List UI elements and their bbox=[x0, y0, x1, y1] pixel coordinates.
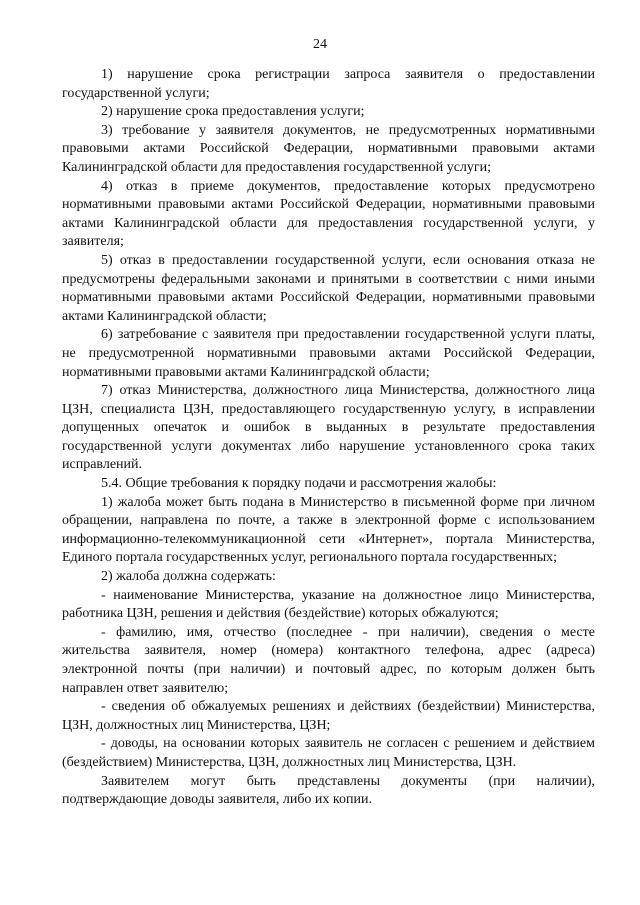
paragraph-supporting-documents: Заявителем могут быть представлены документы (при наличии), подтверждающие доводы заявителя, либо их копии. bbox=[62, 773, 595, 808]
paragraph-refusal-accept-documents: 4) отказ в приеме документов, предоставление которых предусмотрено нормативными правовыми актами Российской Федерации, нормативными правовыми актами Калининградской области для предоставления государственной услуги, у заявителя; bbox=[62, 178, 595, 250]
page-number: 24 bbox=[313, 37, 327, 52]
paragraph-fee-demand: 6) затребование с заявителя при предоставлении государственной услуги платы, не предусмотренной нормативными правовыми актами Российской Федерации, нормативными правовыми актами Калининградской области; bbox=[62, 327, 595, 380]
paragraph-refusal-service: 5) отказ в предоставлении государственной услуги, если основания отказа не предусмотрены федеральными законами и принятыми в соответствии с ними иными нормативными правовыми актами Российской Федерации, нормативными правовыми актами Калининградской области; bbox=[62, 252, 595, 324]
paragraph-complaint-contents: 2) жалоба должна содержать: bbox=[101, 569, 276, 585]
list-item-appealed-decisions: - сведения об обжалуемых решениях и действиях (бездействии) Министерства, ЦЗН, должностных лиц Министерства, ЦЗН; bbox=[62, 699, 595, 733]
section-heading-5-4: 5.4. Общие требования к порядку подачи и рассмотрения жалобы: bbox=[101, 476, 497, 492]
list-item-applicant-details: - фамилию, имя, отчество (последнее - при наличии), сведения о месте жительства заявителя, номер (номера) контактного телефона, адрес (адреса) электронной почты (при наличии) и почтовый адрес, по которым должен быть направлен ответ заявителю; bbox=[62, 624, 595, 696]
document-body bbox=[62, 66, 595, 810]
paragraph-violation-registration-term: 1) нарушение срока регистрации запроса заявителя о предоставлении государственной услуги; bbox=[62, 67, 595, 101]
list-item-arguments: - доводы, на основании которых заявитель не согласен с решением и действием (бездействием) Министерства, ЦЗН, должностных лиц Министерства, ЦЗН. bbox=[62, 736, 595, 770]
paragraph-refusal-corrections: 7) отказ Министерства, должностного лица Министерства, должностного лица ЦЗН, специалиста ЦЗН, предоставляющего государственную услугу, в исправлении допущенных опечаток и ошибок в выданных в результате предоставления государственной услуги документах либо нарушение установленного срока таких исправлений. bbox=[62, 383, 595, 473]
paragraph-violation-service-term: 2) нарушение срока предоставления услуги; bbox=[101, 104, 365, 120]
paragraph-complaint-submission: 1) жалоба может быть подана в Министерство в письменной форме при личном обращении, направлена по почте, а также в электронной форме с использованием информационно-телекоммуникационной сети «Интернет», портала Министерства, Единого портала государственных услуг, регионального портала государственных; bbox=[62, 494, 595, 566]
paragraph-extra-documents-requirement: 3) требование у заявителя документов, не предусмотренных нормативными правовыми актами Российской Федерации, нормативными правовыми актами Калининградской области для предоставления государственной услуги; bbox=[62, 122, 595, 175]
list-item-ministry-name: - наименование Министерства, указание на должностное лицо Министерства, работника ЦЗН, решения и действия (бездействие) которых обжалуются; bbox=[62, 587, 595, 622]
